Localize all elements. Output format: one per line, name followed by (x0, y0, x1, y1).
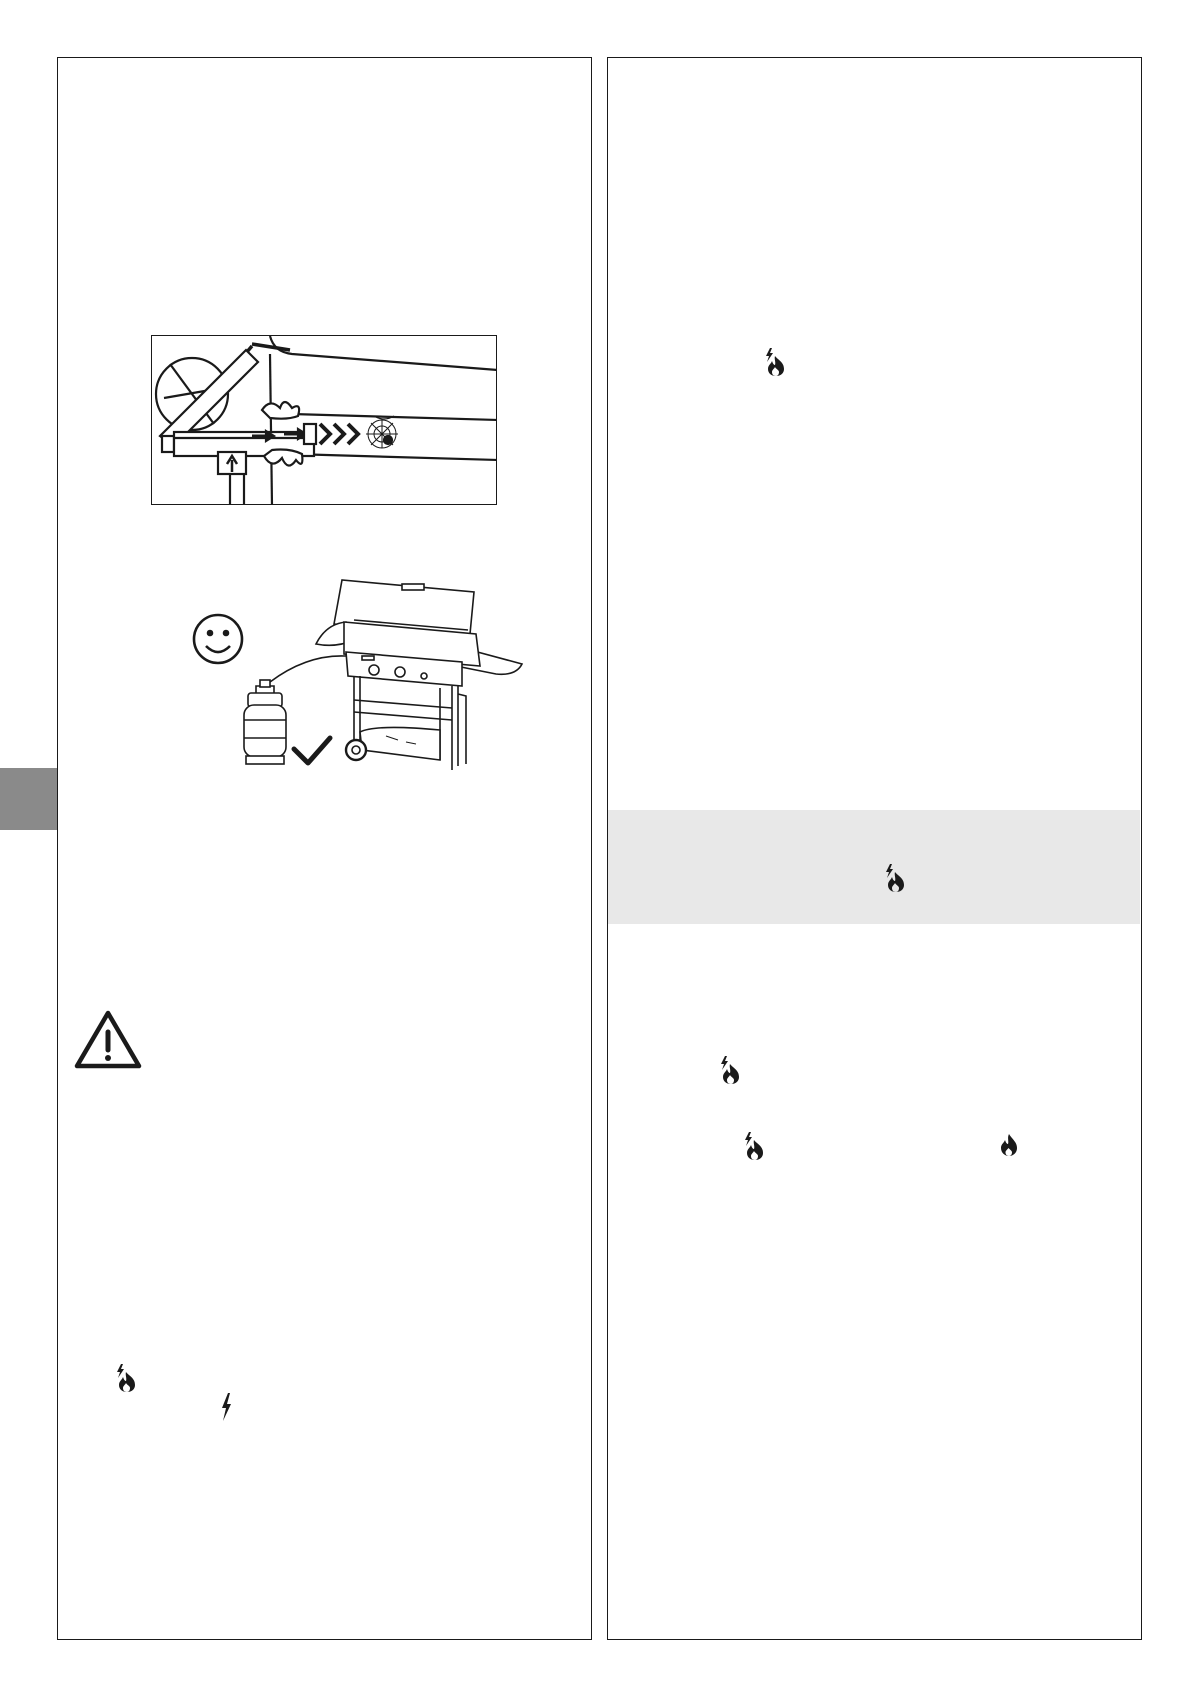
ignite-flame-icon (764, 348, 786, 376)
warning-triangle-icon (73, 1008, 143, 1072)
smiley-face-icon (194, 615, 242, 663)
ignite-flame-icon (884, 864, 906, 892)
ignite-flame-icon (115, 1364, 137, 1392)
section-tab-marker (0, 768, 57, 830)
bbq-gas-connection-illustration (176, 560, 526, 810)
ignite-flame-icon (743, 1132, 765, 1160)
burner-blockage-illustration (151, 335, 497, 505)
spark-icon (220, 1393, 232, 1421)
highlighted-note-box (608, 810, 1140, 924)
right-column (607, 57, 1142, 1640)
left-column (57, 57, 592, 1640)
ignite-flame-icon (719, 1056, 741, 1084)
checkmark-icon (294, 738, 330, 763)
flame-icon (1000, 1134, 1018, 1156)
